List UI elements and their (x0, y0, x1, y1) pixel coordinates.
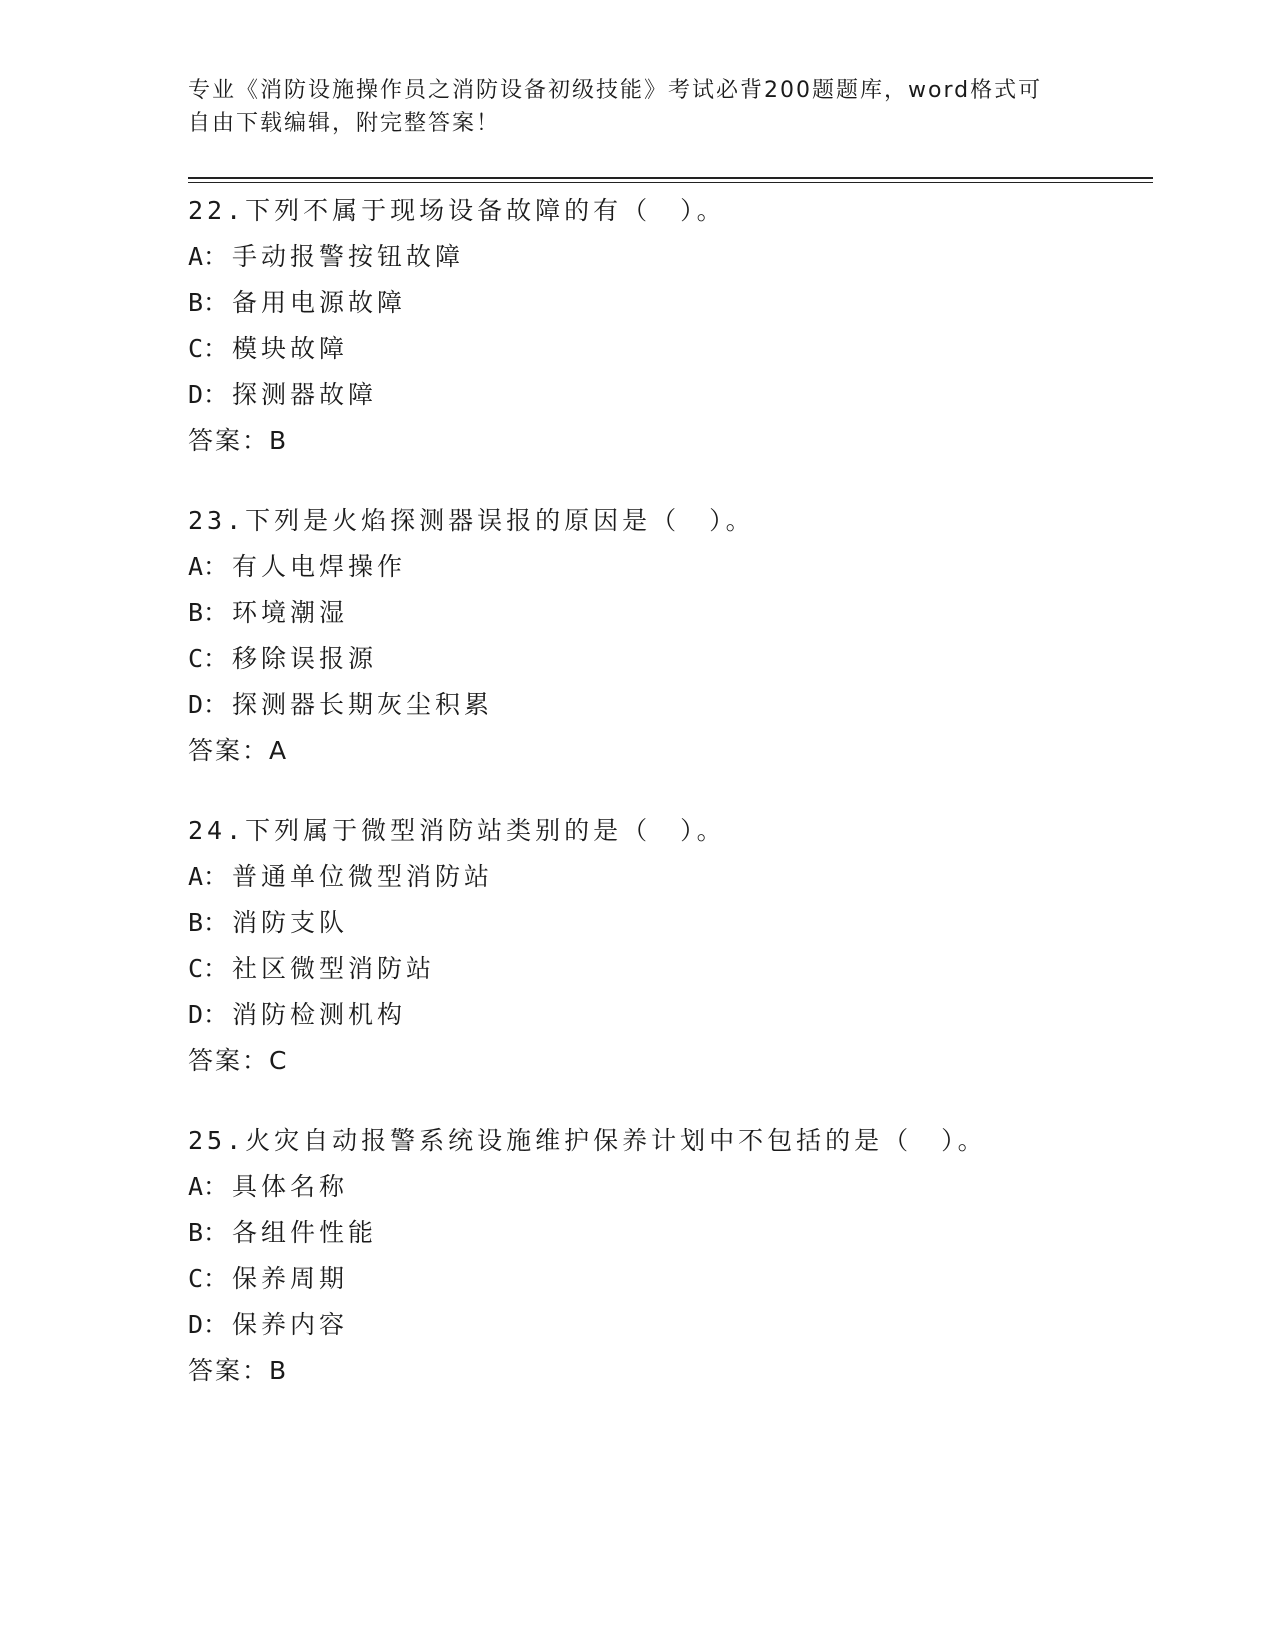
option-d (188, 372, 1153, 418)
option-text: 探测器长期灰尘积累 (232, 690, 494, 719)
option-text: 探测器故障 (232, 380, 378, 409)
option-a (188, 854, 1153, 900)
question-24 (188, 808, 1153, 1084)
option-d (188, 1302, 1153, 1348)
answer-line: 答案：A (188, 736, 289, 765)
question-stem: 22.下列不属于现场设备故障的有（ ）。 (188, 196, 726, 225)
option-c (188, 1256, 1153, 1302)
header-divider-thin (188, 182, 1153, 183)
option-letter: A： (188, 552, 229, 581)
option-text: 手动报警按钮故障 (232, 242, 465, 271)
option-b (188, 900, 1153, 946)
option-letter: C： (188, 644, 229, 673)
question-list (188, 188, 1153, 1428)
option-b (188, 590, 1153, 636)
option-text: 具体名称 (232, 1172, 349, 1201)
option-d (188, 682, 1153, 728)
question-25 (188, 1118, 1153, 1394)
option-letter: A： (188, 1172, 229, 1201)
option-letter: D： (188, 1310, 229, 1339)
option-text: 环境潮湿 (232, 598, 349, 627)
header-line-1: 专业《消防设施操作员之消防设备初级技能》考试必背200题题库，word格式可 (188, 78, 1043, 103)
question-23 (188, 498, 1153, 774)
option-letter: B： (188, 598, 229, 627)
option-text: 有人电焊操作 (232, 552, 407, 581)
option-d (188, 992, 1153, 1038)
option-text: 保养内容 (232, 1310, 349, 1339)
option-text: 社区微型消防站 (232, 954, 436, 983)
answer-line: 答案：B (188, 1356, 289, 1385)
option-letter: B： (188, 1218, 229, 1247)
option-c (188, 326, 1153, 372)
option-letter: C： (188, 954, 229, 983)
option-letter: D： (188, 690, 229, 719)
question-stem: 23.下列是火焰探测器误报的原因是（ ）。 (188, 506, 755, 535)
option-text: 备用电源故障 (232, 288, 407, 317)
option-a (188, 1164, 1153, 1210)
option-text: 模块故障 (232, 334, 349, 363)
option-c (188, 946, 1153, 992)
option-letter: A： (188, 862, 229, 891)
option-letter: B： (188, 288, 229, 317)
option-text: 保养周期 (232, 1264, 349, 1293)
option-text: 各组件性能 (232, 1218, 378, 1247)
question-22 (188, 188, 1153, 464)
option-a (188, 234, 1153, 280)
option-text: 消防检测机构 (232, 1000, 407, 1029)
answer-line: 答案：B (188, 426, 289, 455)
header-divider-thick (188, 177, 1153, 179)
question-stem: 24.下列属于微型消防站类别的是（ ）。 (188, 816, 726, 845)
question-stem: 25.火灾自动报警系统设施维护保养计划中不包括的是（ ）。 (188, 1126, 987, 1155)
option-text: 消防支队 (232, 908, 349, 937)
option-a (188, 544, 1153, 590)
option-b (188, 280, 1153, 326)
option-letter: B： (188, 908, 229, 937)
option-text: 普通单位微型消防站 (232, 862, 494, 891)
document-header (188, 74, 1088, 140)
option-text: 移除误报源 (232, 644, 378, 673)
answer-line: 答案：C (188, 1046, 289, 1075)
option-letter: D： (188, 380, 229, 409)
option-letter: C： (188, 334, 229, 363)
header-line-2: 自由下载编辑，附完整答案！ (188, 111, 501, 136)
option-letter: C： (188, 1264, 229, 1293)
option-b (188, 1210, 1153, 1256)
option-letter: A： (188, 242, 229, 271)
option-letter: D： (188, 1000, 229, 1029)
option-c (188, 636, 1153, 682)
